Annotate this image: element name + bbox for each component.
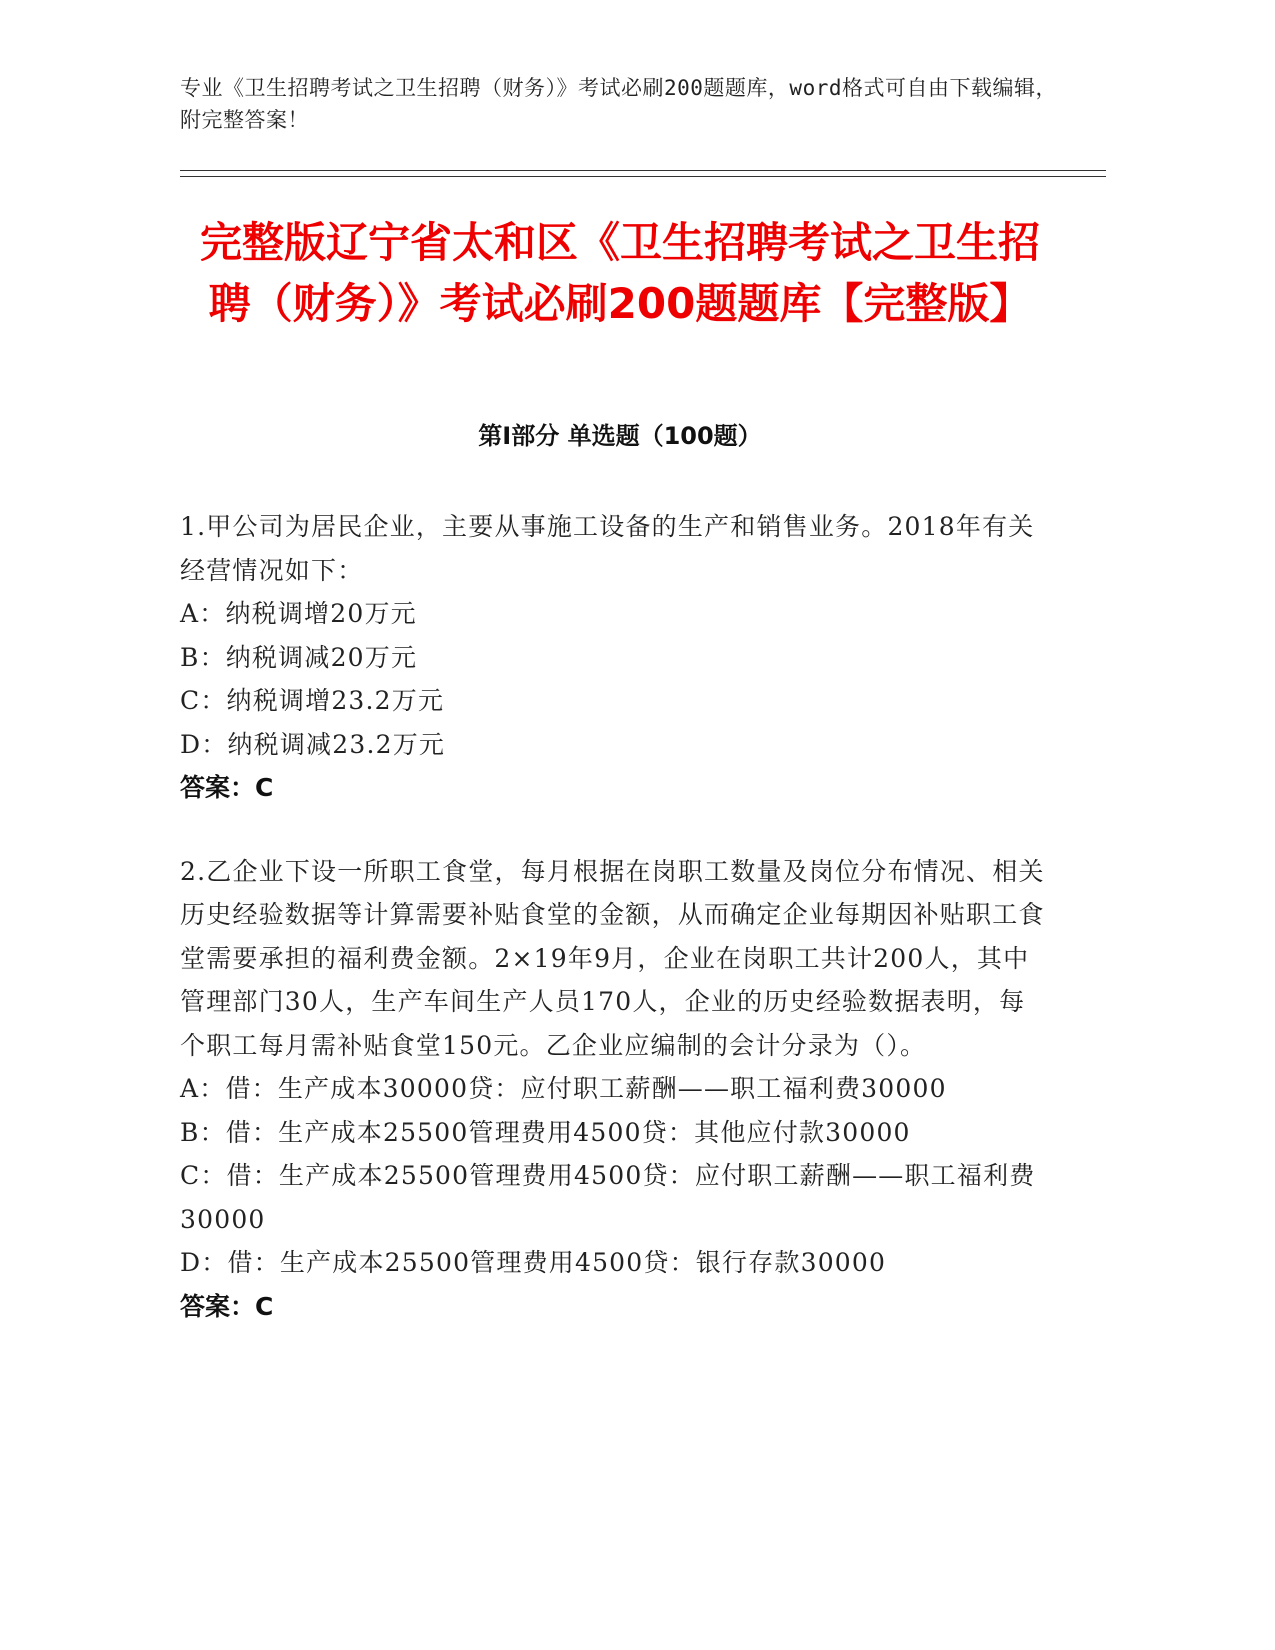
option-c: C：纳税调增23.2万元 [180,686,445,715]
question-1 [180,505,1050,810]
header-divider-bottom [180,176,1106,177]
option-a: A：借：生产成本30000贷：应付职工薪酬——职工福利费30000 [180,1074,947,1103]
answer-label: 答案：C [180,773,274,802]
option-d: D：借：生产成本25500管理费用4500贷：银行存款30000 [180,1248,887,1277]
question-list [180,505,1050,1368]
option-b: B：纳税调减20万元 [180,642,418,672]
header-note: 专业《卫生招聘考试之卫生招聘（财务）》考试必刷200题题库，word格式可自由下载编辑，附完整答案！ [180,76,1057,132]
header-divider-top [180,170,1106,171]
section-heading: 第I部分 单选题（100题） [478,422,762,450]
option-c: C：借：生产成本25500管理费用4500贷：应付职工薪酬——职工福利费30000 [180,1161,1036,1234]
document-title: 完整版辽宁省太和区《卫生招聘考试之卫生招聘（财务）》考试必刷200题题库【完整版】 [199,218,1040,328]
answer-label: 答案：C [180,1291,274,1321]
option-d: D：纳税调减23.2万元 [180,729,446,759]
question-2 [180,850,1050,1329]
option-b: B：借：生产成本25500管理费用4500贷：其他应付款30000 [180,1117,911,1147]
option-a: A：纳税调增20万元 [180,599,417,628]
question-stem: 1.甲公司为居民企业，主要从事施工设备的生产和销售业务。2018年有关经营情况如下： [180,512,1035,585]
question-stem: 2.乙企业下设一所职工食堂，每月根据在岗职工数量及岗位分布情况、相关历史经验数据等计算需要补贴食堂的金额，从而确定企业每期因补贴职工食堂需要承担的福利费金额。2×19年9月，企业在岗职工共计200人，其中管理部门30人，生产车间生产人员170人，企业的历史经验数据表明，每个职工每月需补贴食堂150元。乙企业应编制的会计分录为（）。 [180,856,1045,1060]
